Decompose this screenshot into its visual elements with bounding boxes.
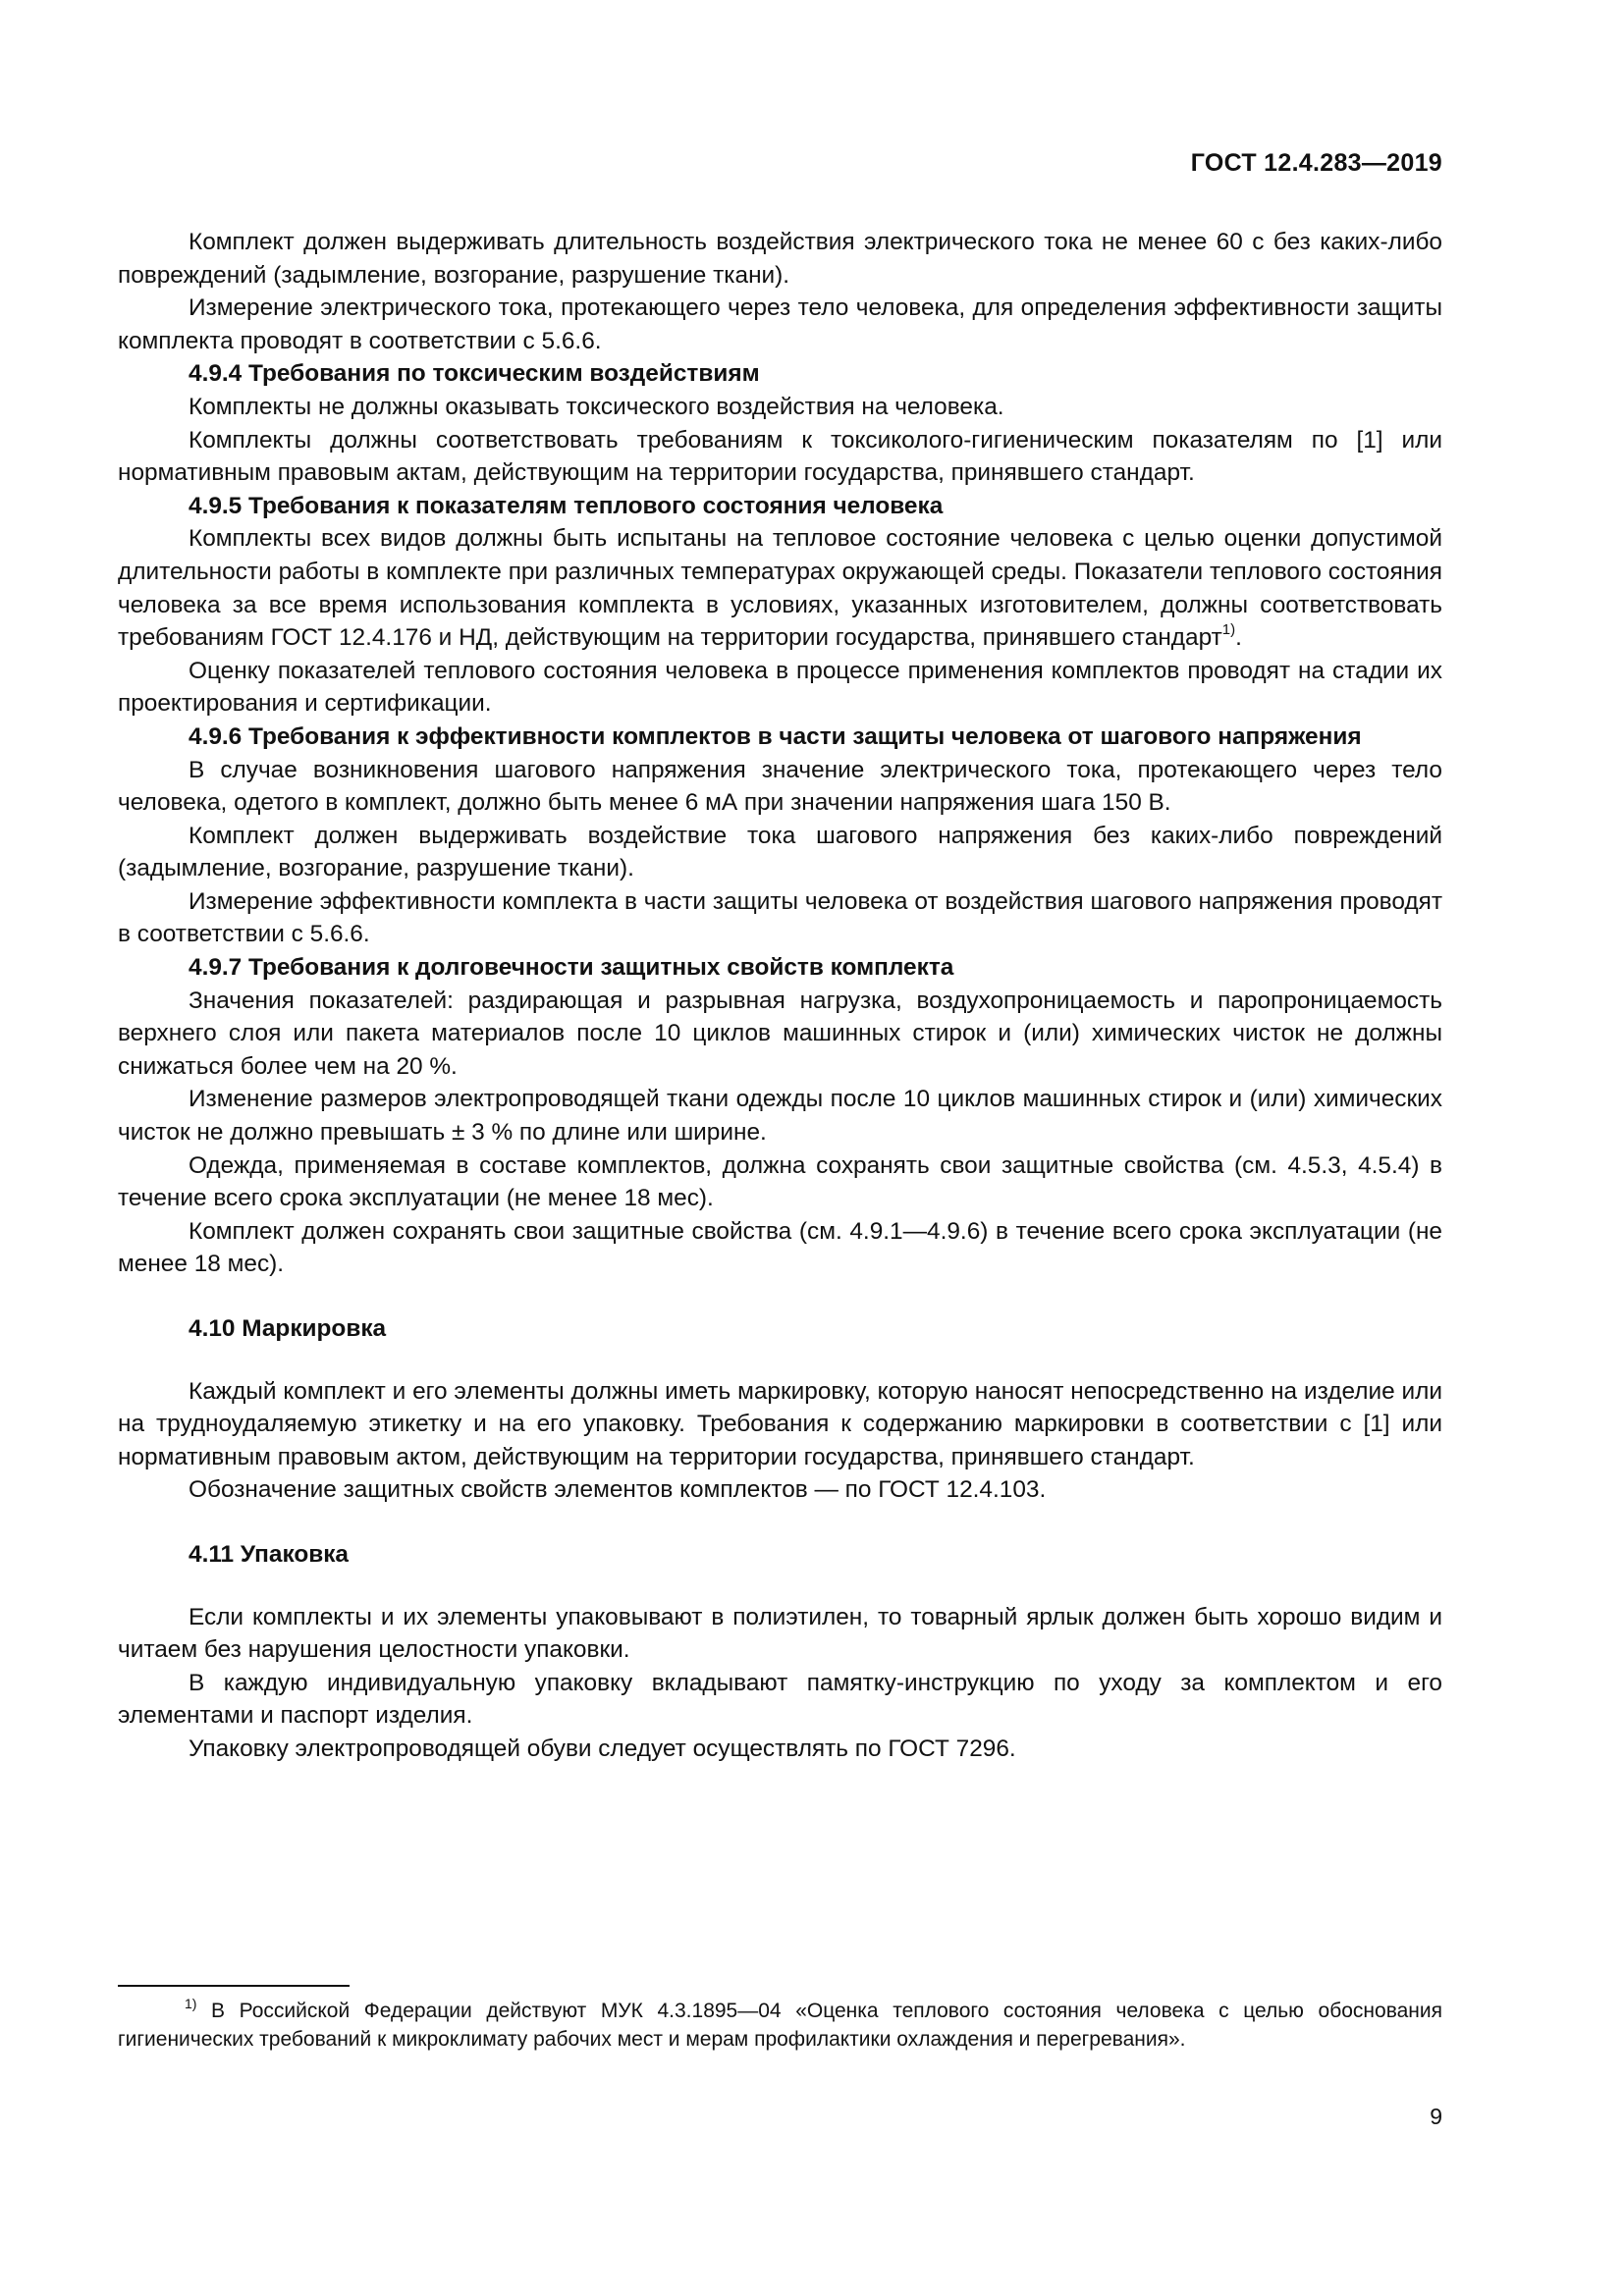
paragraph: Одежда, применяемая в составе комплектов, должна сохранять свои защитные свойства (см. 4.5.3, 4.5.4) в течение всего срока эксплуатации (не менее 18 мес). xyxy=(118,1151,1442,1212)
paragraph-with-footnote-ref xyxy=(118,522,1442,654)
paragraph: Каждый комплект и его элементы должны иметь маркировку, которую наносят непосредственно на изделие или на трудноудаляемую этикетку и на его упаковку. Требования к содержанию маркировки в соответствии с [1] или нормативным правовым актом, действующим на территории государства, принявшего стандарт. xyxy=(118,1377,1442,1470)
paragraph-end: . xyxy=(1235,624,1242,652)
section-heading-4-10: 4.10 Маркировка xyxy=(189,1315,387,1342)
footnote-reference[interactable]: 1) xyxy=(1221,621,1236,639)
paragraph-text: Комплекты всех видов должны быть испытаны на тепловое состояние человека с целью оценки допустимой длительности работы в комплекте при различных температурах окружающей среды. Показатели теплового состояния человека за все время использования комплекта в условиях, указанных изготовителем, должны соответствовать требованиям ГОСТ 12.4.176 и НД, действующим на территории государства, принявшего стандарт xyxy=(118,525,1442,652)
subsection-heading-4-9-7: 4.9.7 Требования к долговечности защитных свойств комплекта xyxy=(189,954,954,982)
subsection-heading-4-9-5: 4.9.5 Требования к показателям теплового состояния человека xyxy=(189,492,944,519)
paragraph: Обозначение защитных свойств элементов комплектов — по ГОСТ 12.4.103. xyxy=(189,1476,1047,1504)
paragraph: Если комплекты и их элементы упаковывают в полиэтилен, то товарный ярлык должен быть хорошо видим и читаем без нарушения целостности упаковки. xyxy=(118,1603,1442,1664)
document-header: ГОСТ 12.4.283—2019 xyxy=(1190,149,1442,177)
paragraph: В случае возникновения шагового напряжения значение электрического тока, протекающего через тело человека, одетого в комплект, должно быть менее 6 мА при значении напряжения шага 150 В. xyxy=(118,756,1442,817)
paragraph: В каждую индивидуальную упаковку вкладывают памятку-инструкцию по уходу за комплектом и его элементами и паспорт изделия. xyxy=(118,1669,1442,1730)
paragraph: Комплекты не должны оказывать токсического воздействия на человека. xyxy=(189,393,1004,420)
paragraph: Оценку показателей теплового состояния человека в процессе применения комплектов проводят на стадии их проектирования и сертификации. xyxy=(118,657,1442,718)
paragraph: Измерение электрического тока, протекающего через тело человека, для определения эффективности защиты комплекта проводят в соответствии с 5.6.6. xyxy=(118,294,1442,354)
paragraph: Комплекты должны соответствовать требованиям к токсиколого-гигиеническим показателям по [1] или нормативным правовым актам, действующим на территории государства, принявшего стандарт. xyxy=(118,426,1442,487)
footnote-marker: 1) xyxy=(185,1996,197,2011)
footnote xyxy=(118,1997,1442,2054)
section-heading-4-11: 4.11 Упаковка xyxy=(189,1540,349,1568)
paragraph: Комплект должен выдерживать воздействие тока шагового напряжения без каких-либо повреждений (задымление, возгорание, разрушение ткани). xyxy=(118,822,1442,882)
paragraph: Значения показателей: раздирающая и разрывная нагрузка, воздухопроницаемость и паропроницаемость верхнего слоя или пакета материалов после 10 циклов машинных стирок и (или) химических чисток не должны снижаться более чем на 20 %. xyxy=(118,987,1442,1080)
paragraph: Комплект должен сохранять свои защитные свойства (см. 4.9.1—4.9.6) в течение всего срока эксплуатации (не менее 18 мес). xyxy=(118,1217,1442,1278)
document-body xyxy=(118,226,1442,1766)
footnote-divider xyxy=(118,1985,350,1987)
paragraph: Изменение размеров электропроводящей ткани одежды после 10 циклов машинных стирок и (или) химических чисток не должно превышать ± 3 % по длине или ширине. xyxy=(118,1086,1442,1147)
paragraph: Измерение эффективности комплекта в части защиты человека от воздействия шагового напряжения проводят в соответствии с 5.6.6. xyxy=(118,887,1442,948)
subsection-heading-4-9-4: 4.9.4 Требования по токсическим воздействиям xyxy=(189,360,760,388)
page-number: 9 xyxy=(1430,2104,1442,2129)
paragraph: Комплект должен выдерживать длительность воздействия электрического тока не менее 60 с без каких-либо повреждений (задымление, возгорание, разрушение ткани). xyxy=(118,229,1442,289)
paragraph: Упаковку электропроводящей обуви следует осуществлять по ГОСТ 7296. xyxy=(189,1735,1016,1762)
subsection-heading-4-9-6: 4.9.6 Требования к эффективности комплектов в части защиты человека от шагового напряжения xyxy=(189,722,1362,750)
footnote-text: В Российской Федерации действуют МУК 4.3.1895—04 «Оценка теплового состояния человека с целью обоснования гигиенических требований к микроклимату рабочих мест и мерам профилактики охлаждения и перегревания». xyxy=(118,2000,1442,2051)
